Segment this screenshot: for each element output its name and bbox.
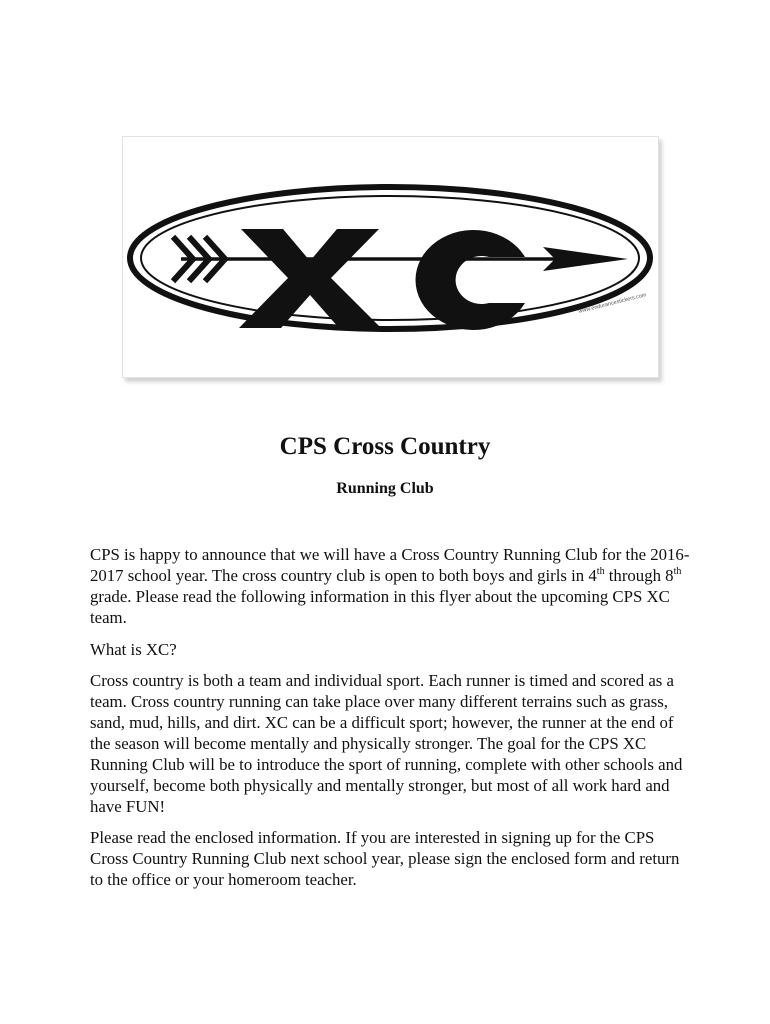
question-heading: What is XC? xyxy=(90,640,177,659)
intro-superscript-1: th xyxy=(596,566,605,577)
xc-logo-image xyxy=(122,136,659,378)
x-letter-shape xyxy=(239,229,381,328)
description-paragraph: Cross country is both a team and individual sport. Each runner is timed and scored as a team. Cross country running can take place over many different terrains such as grass, sand, mud, hills, and dirt. XC can be a difficult sport; however, the runner at the end of the season will become mentally and physically stronger. The goal for the CPS XC Running Club will be to introduce the sport of running, complete with other schools and yourself, become both physically and mentally stronger, but most of all work hard and have FUN! xyxy=(90,671,683,816)
arrow-head xyxy=(543,247,628,271)
page-title: CPS Cross Country xyxy=(279,433,491,460)
c-letter-shape xyxy=(416,230,525,330)
xc-logo-graphic xyxy=(123,137,658,377)
flyer-body xyxy=(90,544,690,900)
intro-text-part2: through 8 xyxy=(604,566,674,585)
page-subtitle: Running Club xyxy=(336,480,434,497)
logo-watermark-text: www.endurancestickers.com xyxy=(578,292,648,315)
intro-paragraph xyxy=(90,544,690,628)
intro-text-part3: grade. Please read the following information in this flyer about the upcoming CPS XC team. xyxy=(90,587,670,627)
intro-superscript-2: th xyxy=(673,566,682,577)
intro-text-part1: CPS is happy to announce that we will have a Cross Country Running Club for the 2016-2017 school year. The cross country club is open to both boys and girls in 4 xyxy=(90,545,690,585)
closing-paragraph: Please read the enclosed information. If you are interested in signing up for the CPS Cross Country Running Club next school year, please sign the enclosed form and return to the office or your homeroom teacher. xyxy=(90,828,680,889)
